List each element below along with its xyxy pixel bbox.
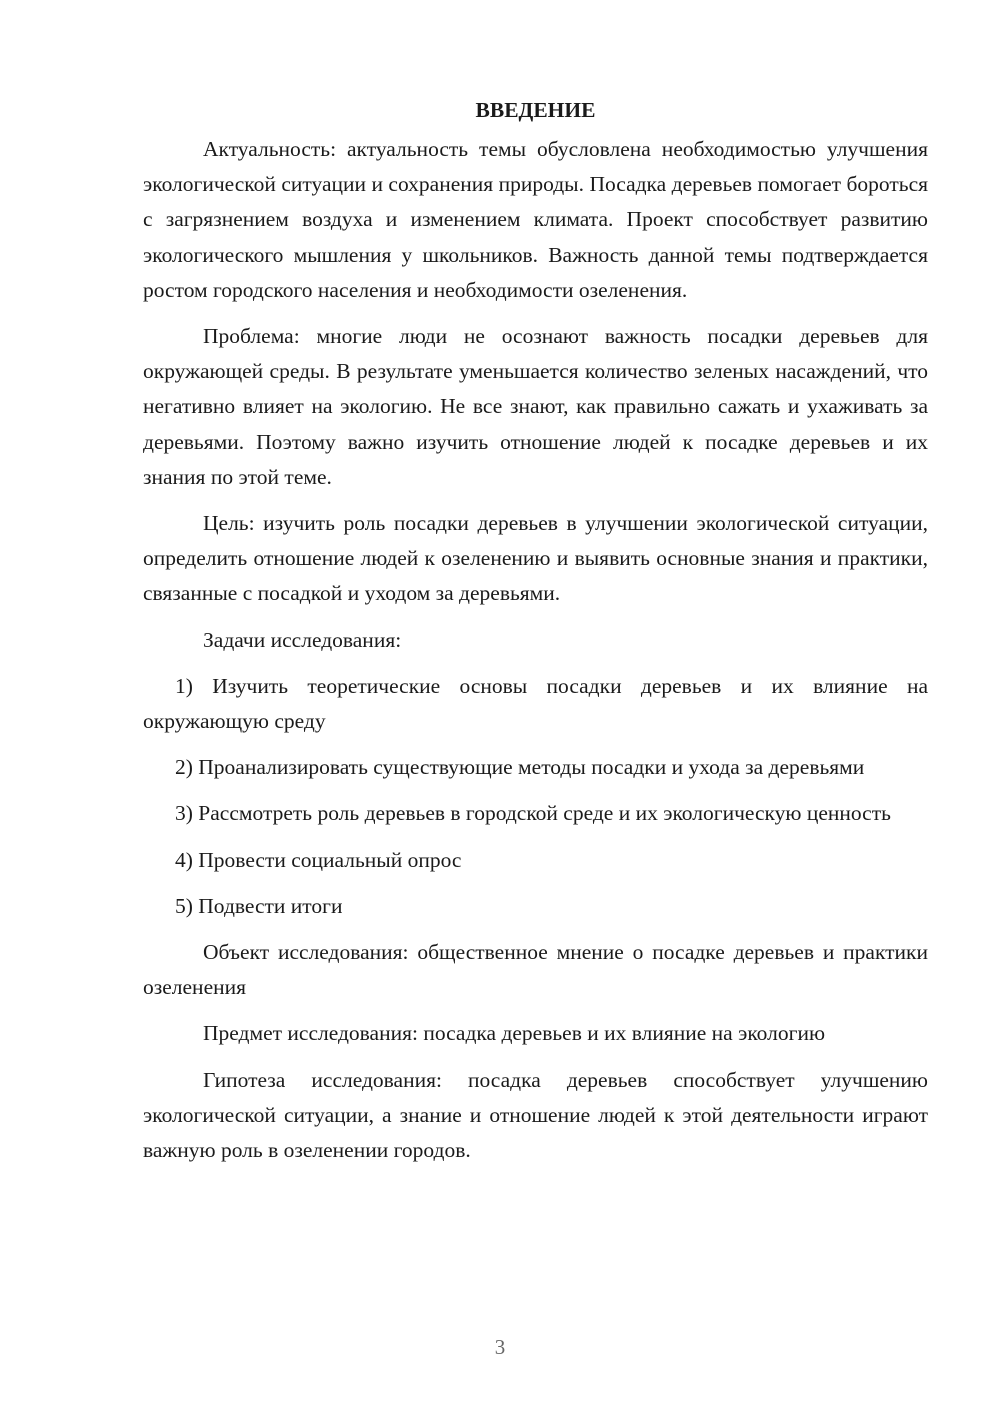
- task-item-4: 4) Провести социальный опрос: [175, 847, 462, 872]
- task-item-1: 1) Изучить теоретические основы посадки деревьев и их влияние на окружающую среду: [143, 673, 928, 734]
- page-title: ВВЕДЕНИЕ: [475, 98, 596, 122]
- document-page: [143, 92, 928, 1179]
- page-number: 3: [494, 1335, 506, 1359]
- problem-paragraph: Проблема: многие люди не осознают важность посадки деревьев для окружающей среды. В результате уменьшается количество зеленых насаждений, что негативно влияет на экологию. Не все знают, как правильно сажать и ухаживать за деревьями. Поэтому важно изучить отношение людей к посадке деревьев и их знания по этой теме.: [143, 324, 928, 489]
- task-item-2: 2) Проанализировать существующие методы посадки и ухода за деревьями: [175, 755, 865, 780]
- tasks-heading: Задачи исследования:: [203, 627, 402, 652]
- task-item-3: 3) Рассмотреть роль деревьев в городской среде и их экологическую ценность: [175, 801, 891, 826]
- object-paragraph: Объект исследования: общественное мнение о посадке деревьев и практики озеленения: [143, 940, 928, 1000]
- task-item-5: 5) Подвести итоги: [175, 893, 343, 918]
- hypothesis-paragraph: Гипотеза исследования: посадка деревьев способствует улучшению экологической ситуации, а знание и отношение людей к этой деятельности играют важную роль в озеленении городов.: [143, 1067, 928, 1163]
- relevance-paragraph: Актуальность: актуальность темы обусловлена необходимостью улучшения экологической ситуации и сохранения природы. Посадка деревьев помогает бороться с загрязнением воздуха и изменением климата. Проект способствует развитию экологического мышления у школьников. Важность данной темы подтверждается ростом городского населения и необходимости озеленения.: [143, 137, 928, 302]
- goal-paragraph: Цель: изучить роль посадки деревьев в улучшении экологической ситуации, определить отношение людей к озеленению и выявить основные знания и практики, связанные с посадкой и уходом за деревьями.: [143, 511, 928, 606]
- subject-paragraph: Предмет исследования: посадка деревьев и их влияние на экологию: [203, 1021, 826, 1046]
